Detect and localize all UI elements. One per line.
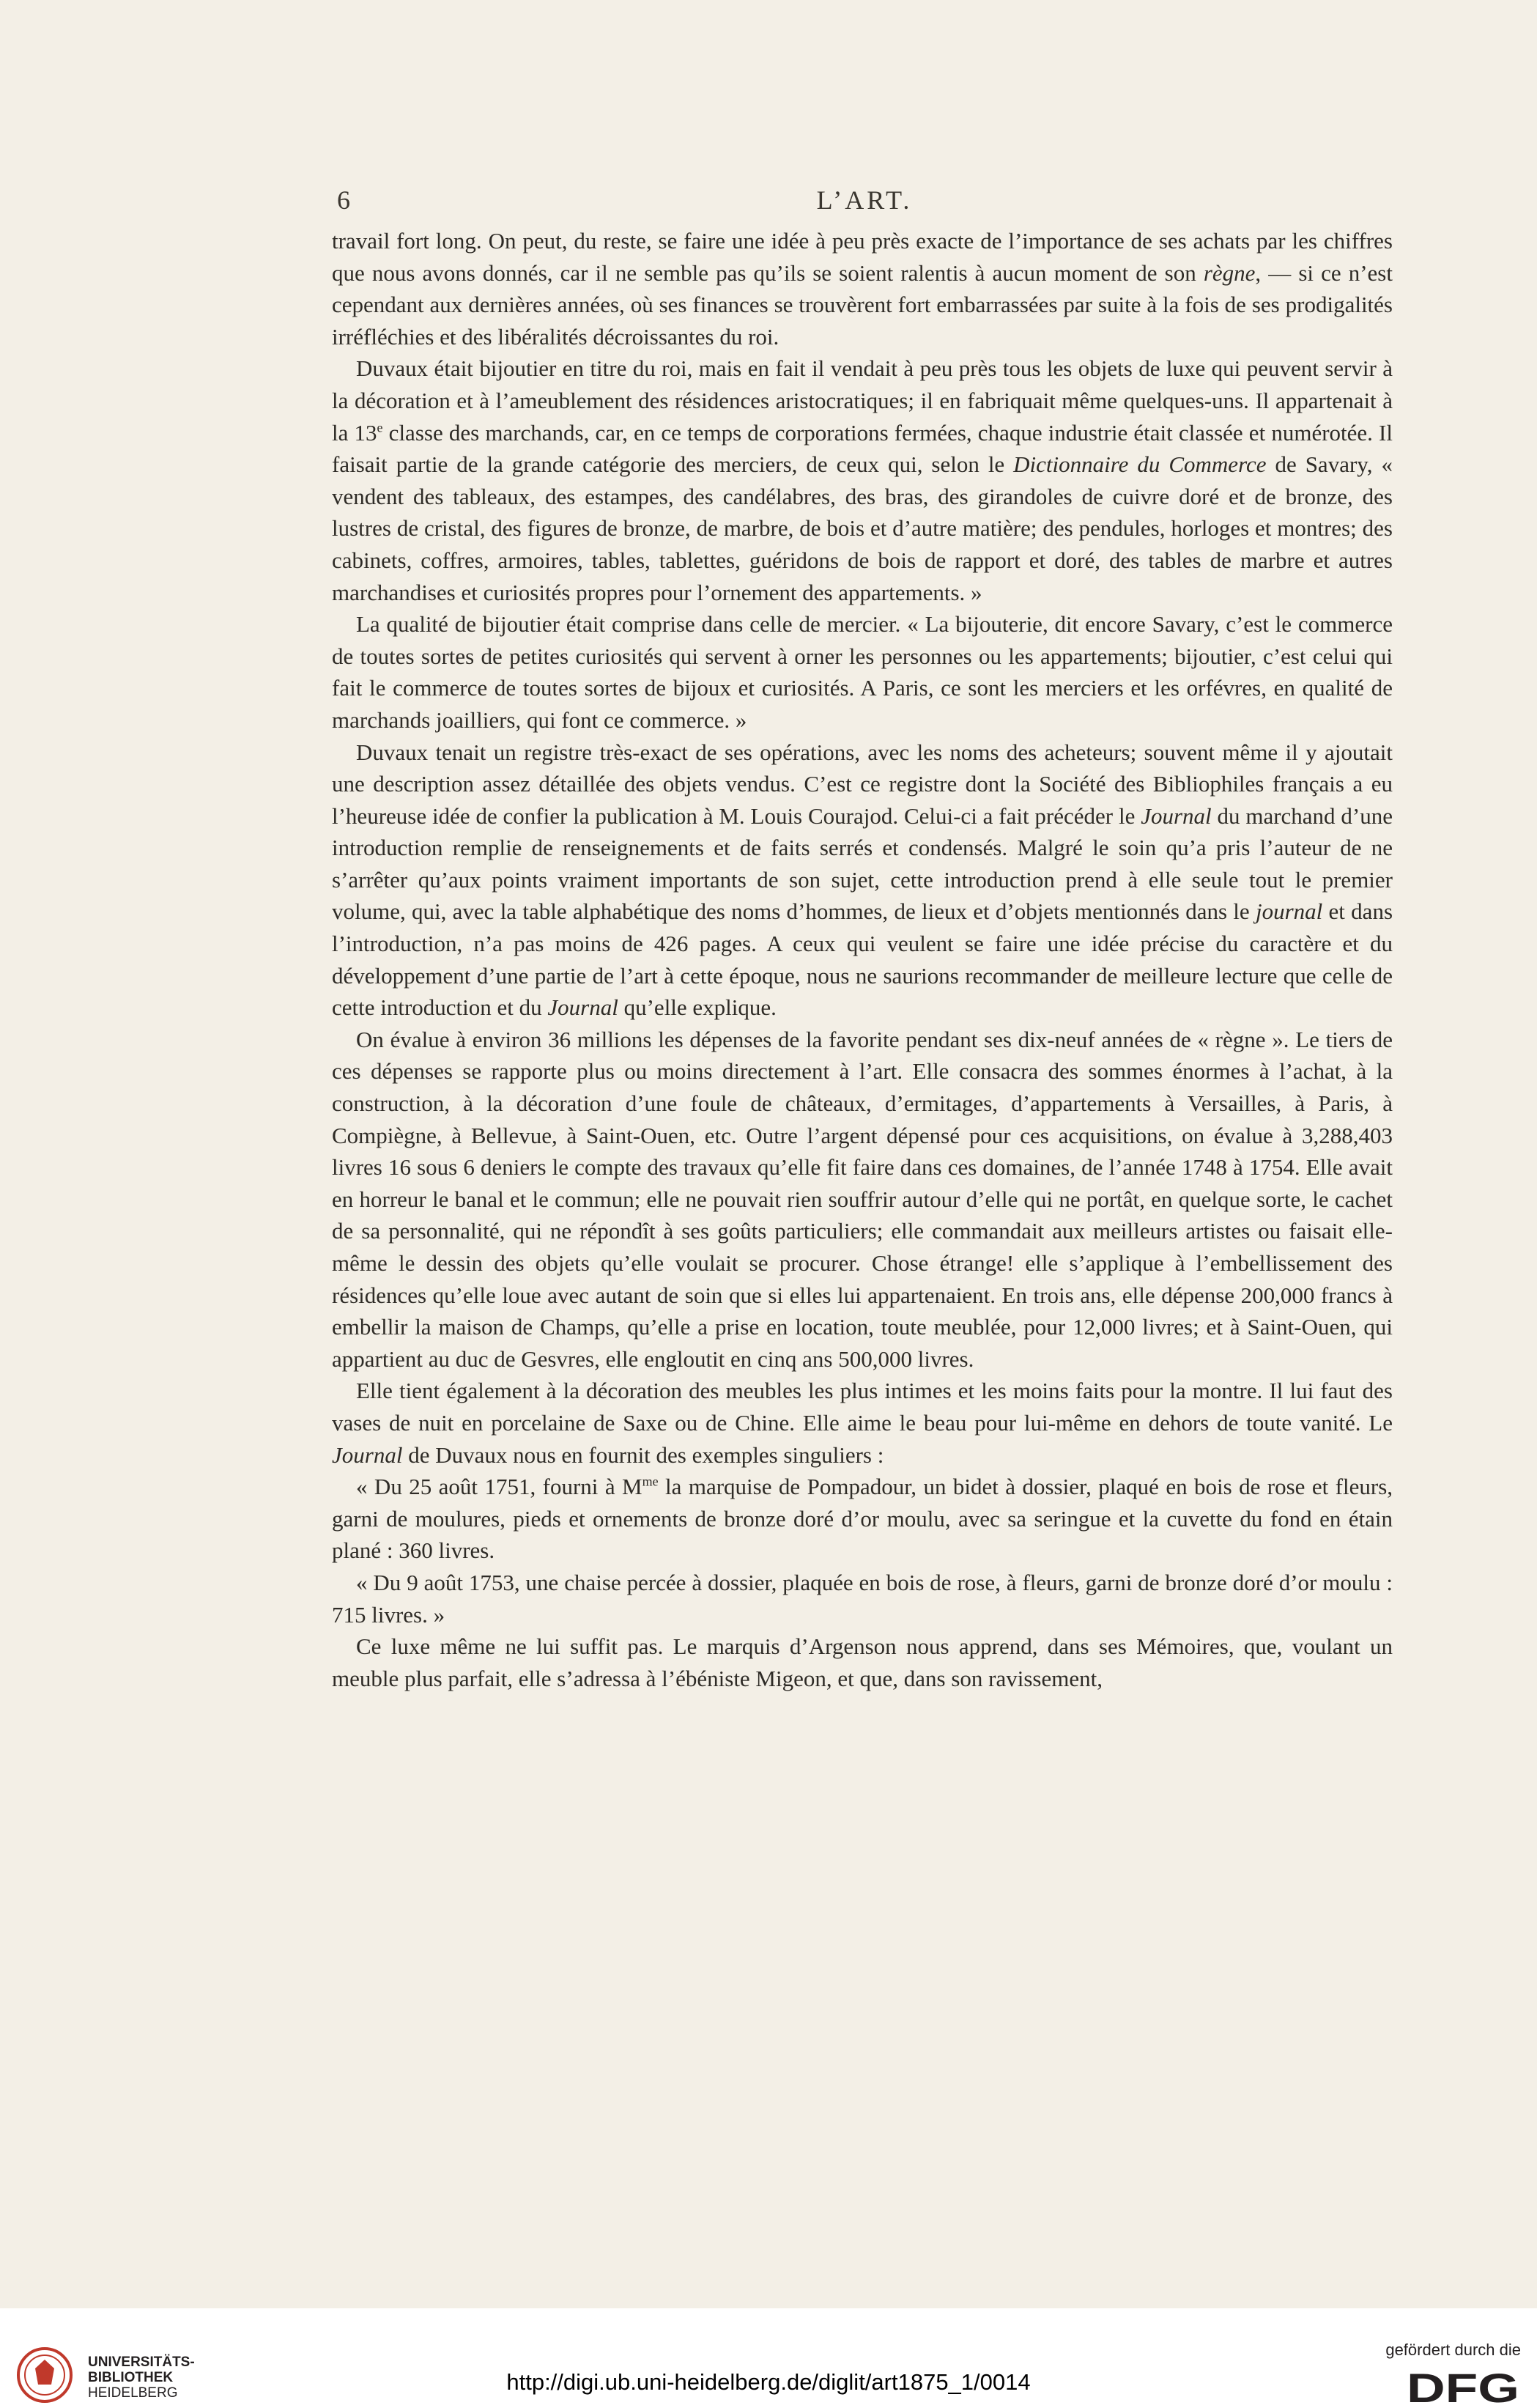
library-line: HEIDELBERG <box>88 2385 178 2401</box>
page-header <box>337 185 1392 214</box>
running-title: L’ART. <box>816 185 913 215</box>
source-url-link[interactable]: http://digi.ub.uni-heidelberg.de/diglit/art1875_1/0014 <box>506 2369 1031 2395</box>
library-line: UNIVERSITÄTS- <box>88 2355 195 2370</box>
article-body <box>332 225 1393 1694</box>
dfg-logo <box>1407 2368 1521 2405</box>
body-paragraph: Elle tient également à la décoration des meubles les plus intimes et les moins faits pour la montre. Il lui faut des vases de nuit en porcelaine de Saxe ou de Chine. Elle aime le beau pour lui-même en dehors de toute vanité. Le Journal de Duvaux nous en fournit des exemples singuliers : <box>332 1378 1393 1468</box>
body-paragraph: « Du 25 août 1751, fourni à $M^{me}$ la marquise de Pompadour, un bidet à dossier, plaqué en bois de rose et fleurs, garni de moulures, pieds et ornements de bronze doré d’or moulu, avec sa seringue et la cuvette du fond en étain plané : 360 livres. <box>332 1474 1393 1564</box>
body-paragraph: On évalue à environ 36 millions les dépenses de la favorite pendant ses dix-neuf années de « règne ». Le tiers de ces dépenses se rapporte plus ou moins directement à l’art. Elle consacra des sommes énormes à l’achat, à la construction, à la décoration d’une foule de châteaux, d’ermitages, d’appartements à Versailles, à Paris, à Compiègne, à Bellevue, à Saint-Ouen, etc. Outre l’argent dépensé pour ces acquisitions, on évalue à 3,288,403 livres 16 sous 6 deniers le compte des travaux qu’elle fit faire dans ces domaines, de l’année 1748 à 1754. Elle avait en horreur le banal et le commun; elle ne pouvait rien souffrir autour d’elle qui ne portât, en quelque sorte, le cachet de sa personnalité, qui ne répondît à ses goûts particuliers; elle commandait aux meilleurs artistes ou faisait elle-même le dessin des objets qu’elle voulait se procurer. Chose étrange! elle s’applique à l’embellissement des résidences qu’elle loue avec autant de soin que si elles lui appartenaient. En trois ans, elle dépense 200,000 francs à embellir la maison de Champs, qu’elle a prise en location, toute meublée, pour 12,000 livres; et à Saint-Ouen, qui appartient au duc de Gesvres, elle engloutit en cinq ans 500,000 livres. <box>332 1026 1393 1372</box>
body-paragraph: Duvaux tenait un registre très-exact de ses opérations, avec les noms des acheteurs; souvent même il y ajoutait une description assez détaillée des objets vendus. C’est ce registre dont la Société des Bibliophiles français a eu l’heureuse idée de confier la publication à M. Louis Courajod. Celui-ci a fait précéder le Journal du marchand d’une introduction remplie de renseignements et de faits serrés et condensés. Malgré le soin qu’a pris l’auteur de ne s’arrêter qu’aux points vraiment importants de son sujet, cette introduction prend à elle seule tout le premier volume, qui, avec la table alphabétique des noms d’hommes, de lieux et d’objets mentionnés dans le journal et dans l’introduction, n’a pas moins de 426 pages. A ceux qui veulent se faire une idée précise du caractère et du développement d’une partie de l’art à cette époque, nous ne saurions recommander de meilleure lecture que celle de cette introduction et du Journal qu’elle explique. <box>332 739 1393 1021</box>
body-paragraph: « Du 9 août 1753, une chaise percée à dossier, plaquée en bois de rose, à fleurs, garni de bronze doré d’or moulu : 715 livres. » <box>332 1569 1393 1628</box>
funding-caption: gefördert durch die <box>1385 2341 1521 2359</box>
body-paragraph: Duvaux était bijoutier en titre du roi, mais en fait il vendait à peu près tous les objets de luxe qui peuvent servir à la décoration et à l’ameublement des résidences aristocratiques; il en fabriquait même quelques-uns. Il appartenait à la 13e classe des marchands, car, en ce temps de corporations fermées, chaque industrie était classée et numérotée. Il faisait partie de la grande catégorie des merciers, de ceux qui, selon le Dictionnaire du Commerce de Savary, « vendent des tableaux, des estampes, des candélabres, des bras, des girandoles de cuivre doré et de bronze, des lustres de cristal, des figures de bronze, de marbre, de bois et d’autre matière; des pendules, horloges et montres; des cabinets, coffres, armoires, tables, tablettes, guéridons de bois de rapport et doré, des tables de marbre et autres marchandises et curiosités propres pour l’ornement des appartements. » <box>332 355 1393 605</box>
body-paragraph: travail fort long. On peut, du reste, se faire une idée à peu près exacte de l’importance de ses achats par les chiffres que nous avons donnés, car il ne semble pas qu’ils se soient ralentis à aucun moment de son règne, — si ce n’est cependant aux dernières années, où ses finances se trouvèrent fort embarrassées par suite à la fois de ses prodigalités irréfléchies et des libéralités décroissantes du roi. <box>332 228 1393 350</box>
dfg-logo-text: DFG <box>1407 2368 1519 2405</box>
body-paragraph: La qualité de bijoutier était comprise dans celle de mercier. « La bijouterie, dit encore Savary, c’est le commerce de toutes sortes de petites curiosités qui servent à orner les personnes ou les appartements; bijoutier, c’est celui qui fait le commerce de toutes sortes de bijoux et curiosités. A Paris, ce sont les merciers et les orfévres, en qualité de marchands joailliers, qui font ce commerce. » <box>332 611 1393 733</box>
page-number: 6 <box>337 185 350 215</box>
body-paragraph: Ce luxe même ne lui suffit pas. Le marquis d’Argenson nous apprend, dans ses Mémoires, que, voulant un meuble plus parfait, elle s’adressa à l’ébéniste Migeon, et que, dans son ravissement, <box>332 1633 1393 1691</box>
library-line: BIBLIOTHEK <box>88 2370 174 2385</box>
